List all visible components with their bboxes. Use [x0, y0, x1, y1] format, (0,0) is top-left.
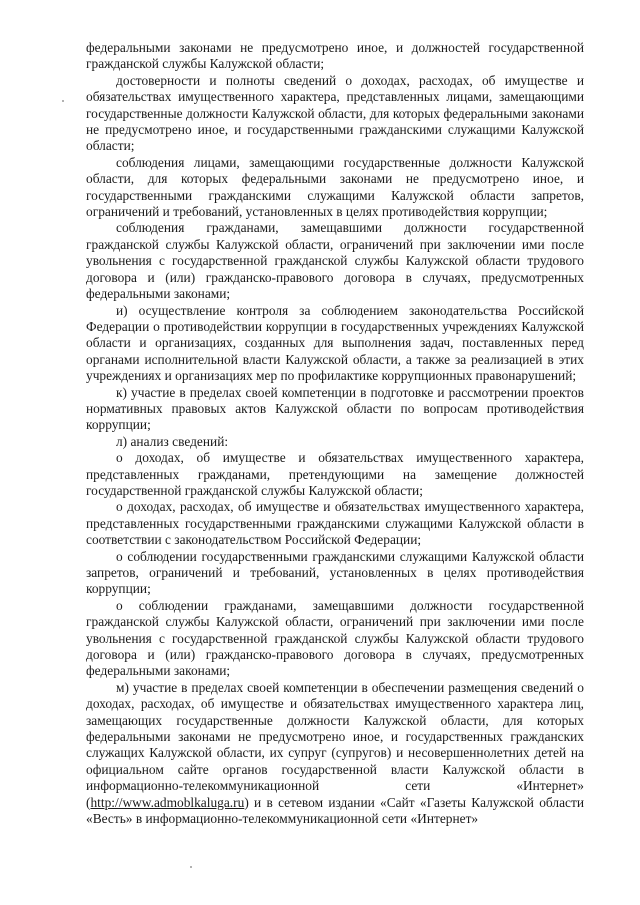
paragraph-applicants-income: о доходах, об имуществе и обязательствах имущественного характера, представленных гражданами, претендующими на замещение должностей государственной гражданской службы Калужской области;	[86, 450, 584, 498]
paragraph-continuation: федеральными законами не предусмотрено иное, и должностей государственной гражданской службы Калужской области;	[86, 40, 584, 72]
item-m-text-end: ) и в сетевом издании «Сайт «Газеты Калужской области «Весть» в информационно-телекоммуникационной сети «Интернет»	[86, 794, 584, 827]
paragraph-servants-compliance: о соблюдении государственными гражданскими служащими Калужской области запретов, ограничений и требований, установленных в целях противодействия коррупции;	[86, 548, 584, 597]
website-link[interactable]: http://www.admoblkaluga.ru	[90, 794, 245, 810]
document-body	[86, 40, 584, 828]
paragraph-compliance-by-officials: соблюдения лицами, замещающими государственные должности Калужской области, для которых федеральными законами не предусмотрено иное, и государственными гражданскими служащими Калужской области запретов, ограничений и требований, установленных в целях противодействия коррупции;	[86, 154, 584, 220]
item-m-text: м) участие в пределах своей компетенции в обеспечении размещения сведений о доходах, расходах, об имуществе и обязательствах имущественного характера лиц, замещающих государственные должности Калужской области, для которых федеральными законами не предусмотрено иное, и государственных гражданских служащих Калужской области, их супруг (супругов) и несовершеннолетних детей на официальном сайте органов государственной власти Калужской области в информационно-телекоммуникационной сети «Интернет» (	[86, 679, 584, 810]
paragraph-servants-income: о доходах, расходах, об имуществе и обязательствах имущественного характера, представленных государственными гражданскими служащими Калужской области в соответствии с законодательством Российской Федерации;	[86, 499, 584, 548]
paragraph-item-m	[86, 680, 584, 828]
paragraph-item-l: л) анализ сведений:	[116, 433, 229, 449]
scan-speck	[62, 100, 64, 102]
scan-speck	[190, 866, 192, 868]
paragraph-reliability-of-income-info: достоверности и полноты сведений о доходах, расходах, об имуществе и обязательствах имущественного характера, представленных лицами, замещающими государственные должности Калужской области, для которых федеральными законами не предусмотрено иное, и государственными гражданскими служащими Калужской области;	[86, 72, 584, 154]
paragraph-former-employees-compliance: о соблюдении гражданами, замещавшими должности государственной гражданской службы Калужской области, ограничений при заключении ими после увольнения с государственной гражданской службы Калужской области трудового договора и (или) гражданско-правового договора в случаях, предусмотренных федеральными законами;	[86, 597, 584, 679]
paragraph-item-k: к) участие в пределах своей компетенции в подготовке и рассмотрении проектов нормативных правовых актов Калужской области по вопросам противодействия коррупции;	[86, 384, 584, 433]
paragraph-item-i: и) осуществление контроля за соблюдением законодательства Российской Федерации о противодействии коррупции в государственных учреждениях Калужской области и организациях, созданных для выполнения задач, поставленных перед органами исполнительной власти Калужской области, а также за реализацией в этих учреждениях и организациях мер по профилактике коррупционных правонарушений;	[86, 302, 584, 384]
paragraph-compliance-by-former-employees: соблюдения гражданами, замещавшими должности государственной гражданской службы Калужской области, ограничений при заключении ими после увольнения с государственной гражданской службы Калужской области трудового договора и (или) гражданско-правового договора в случаях, предусмотренных федеральными законами;	[86, 220, 584, 302]
